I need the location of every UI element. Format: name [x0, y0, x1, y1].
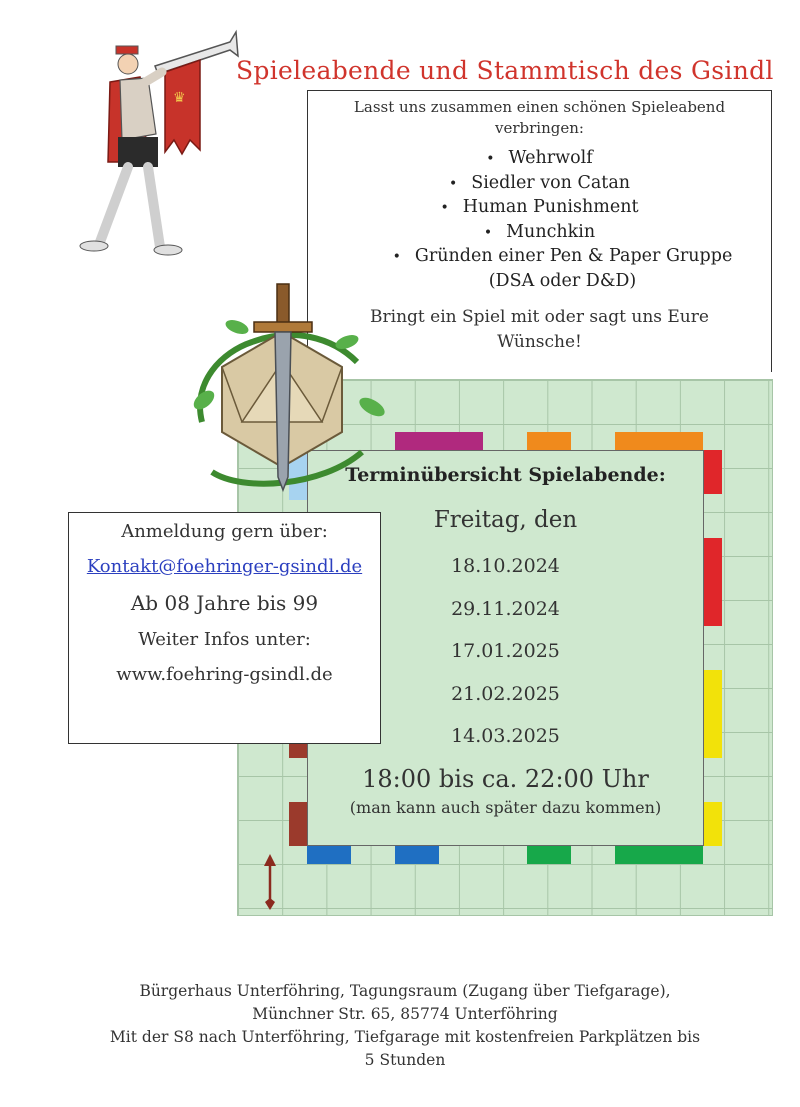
board-segment-brown: [289, 744, 307, 758]
more-info-label: Weiter Infos unter:: [138, 629, 311, 650]
registration-label: Anmeldung gern über:: [121, 521, 328, 542]
board-segment-red: [704, 538, 722, 626]
start-arrow-icon: [262, 852, 278, 912]
svg-text:♛: ♛: [173, 90, 186, 106]
date-item: 18.10.2024: [451, 555, 560, 577]
herald-trumpeter-illustration: [70, 22, 245, 262]
footer-line: 5 Stunden: [364, 1051, 446, 1069]
list-item: • Wehrwolf: [308, 147, 771, 172]
board-segment-yellow: [704, 802, 722, 846]
list-item: • Siedler von Catan: [308, 172, 771, 197]
board-segment-blue: [395, 846, 439, 864]
games-list: [308, 147, 771, 293]
footer-line: Mit der S8 nach Unterföhring, Tiefgarage mit kostenfreien Parkplätzen bis: [109, 1028, 701, 1046]
age-range: Ab 08 Jahre bis 99: [130, 591, 319, 615]
board-segment-orange: [527, 432, 571, 450]
schedule-title: Terminübersicht Spielabende:: [345, 464, 666, 486]
list-item: • Human Punishment: [308, 196, 771, 221]
board-segment-green: [615, 846, 703, 864]
date-item: 21.02.2025: [451, 682, 560, 705]
date-item: 17.01.2025: [451, 640, 560, 662]
footer-line: Bürgerhaus Unterföhring, Tagungsraum (Zugang über Tiefgarage),: [139, 982, 671, 1000]
schedule-time: 18:00 bis ca. 22:00 Uhr: [362, 765, 649, 793]
email-link[interactable]: Kontakt@foehringer-gsindl.de: [86, 556, 363, 577]
schedule-day-label: Freitag, den: [433, 507, 578, 533]
wish-text: Bringt ein Spiel mit oder sagt uns Eure Wünsche!: [370, 307, 709, 352]
list-item: • Munchkin: [308, 221, 771, 246]
board-segment-green: [527, 846, 571, 864]
registration-box: [68, 512, 381, 744]
board-segment-yellow: [704, 670, 722, 758]
website-text: www.foehring-gsindl.de: [116, 664, 333, 685]
board-segment-blue: [307, 846, 351, 864]
schedule-note: (man kann auch später dazu kommen): [349, 798, 662, 817]
date-item: 29.11.2024: [451, 597, 560, 620]
date-item: 14.03.2025: [451, 725, 560, 747]
page-title: Spieleabende und Stammtisch des Gsindl: [236, 56, 774, 85]
footer-line: Münchner Str. 65, 85774 Unterföhring: [252, 1005, 558, 1023]
board-segment-red: [704, 450, 722, 494]
list-item: • Gründen einer Pen & Paper Gruppe (DSA oder D&D): [308, 245, 771, 293]
board-segment-magenta: [395, 432, 483, 450]
board-segment-brown: [289, 802, 307, 846]
footer-address: [60, 980, 750, 1072]
intro-lead: Lasst uns zusammen einen schönen Spieleabend verbringen:: [353, 98, 726, 137]
board-segment-orange: [615, 432, 703, 450]
